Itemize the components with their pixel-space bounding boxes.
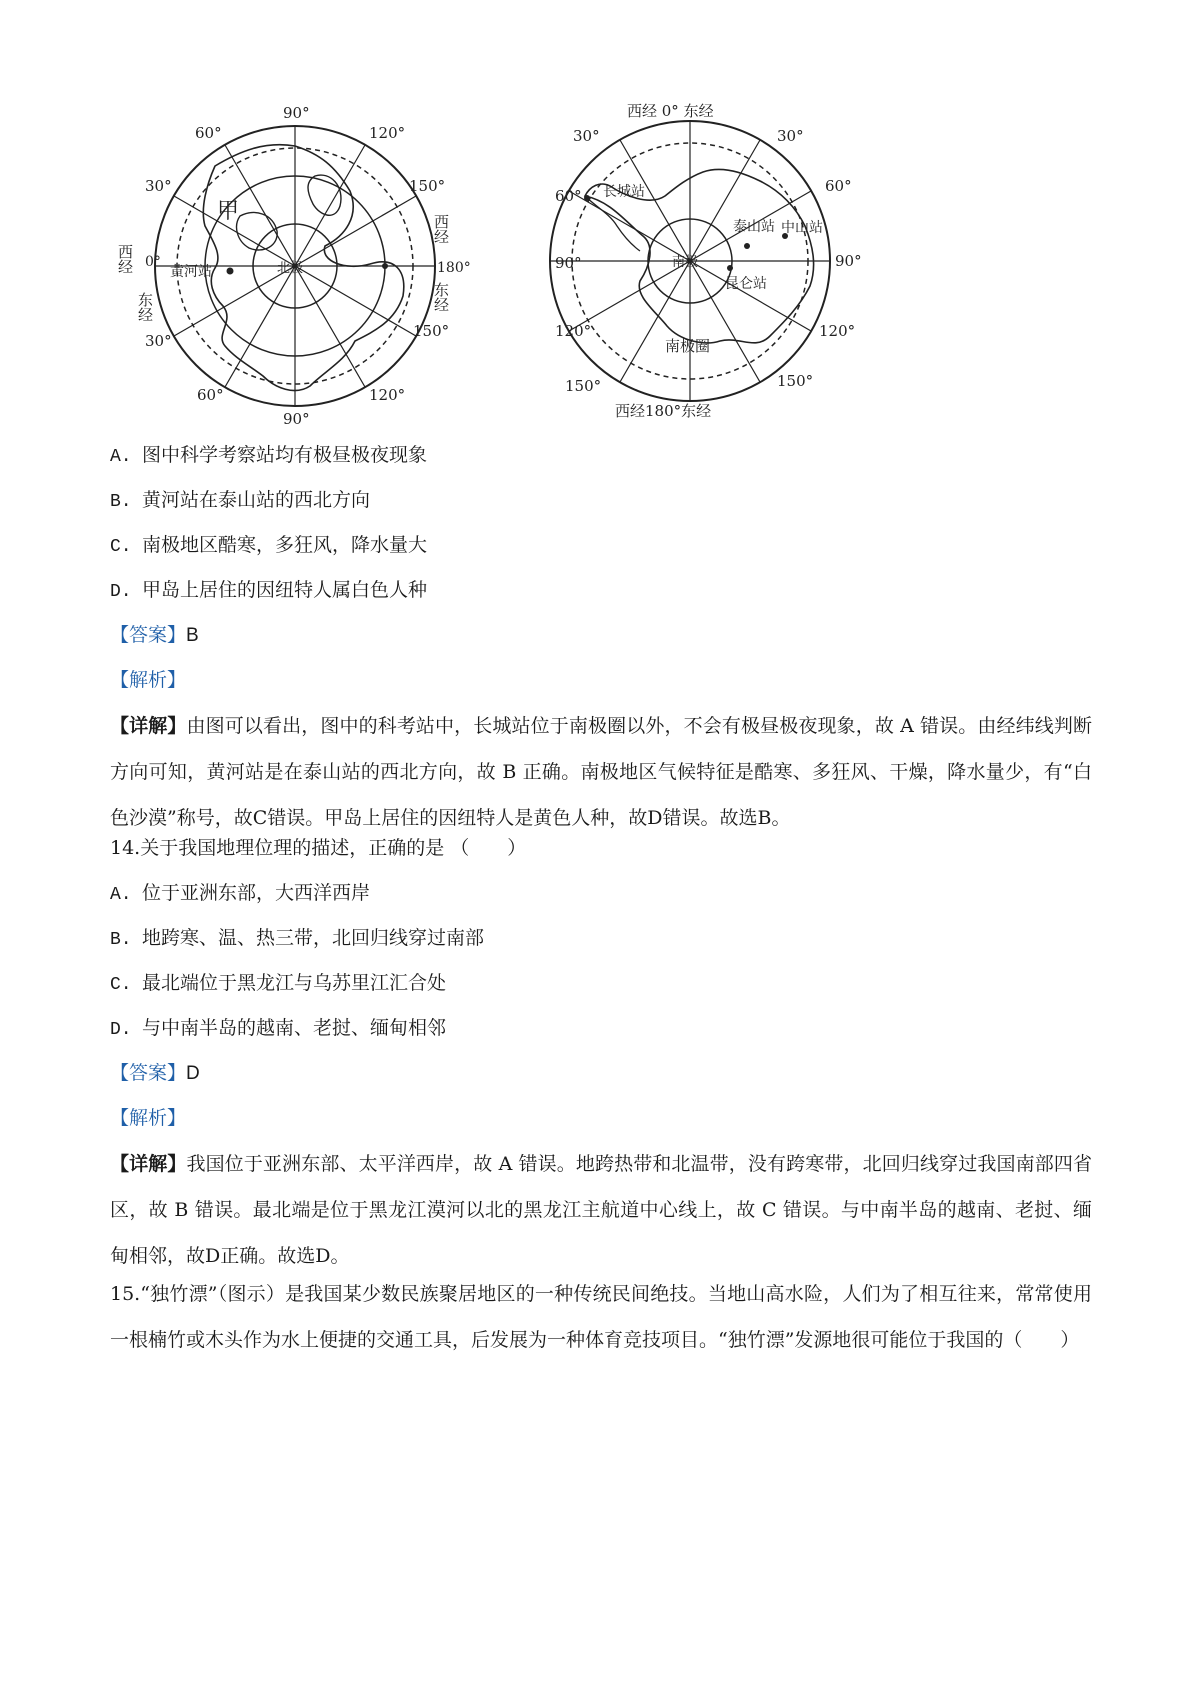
detail-tag: 【详解】 [110, 1153, 187, 1175]
q13-option-a [110, 440, 427, 472]
option-text: 地跨寒、温、热三带，北回归线穿过南部 [142, 927, 485, 949]
analysis-tag: 【解析】 [110, 1107, 187, 1129]
right-east-longitude-label: 东经 [432, 282, 450, 312]
q14-detail [110, 1141, 1092, 1279]
option-letter: C. [110, 537, 132, 557]
lon-label-30-top-left: 30° [145, 177, 172, 195]
detail-tag: 【详解】 [110, 715, 187, 737]
option-text: 南极地区酷寒，多狂风，降水量大 [142, 534, 428, 556]
lon-label-120-bottom-right: 120° [369, 386, 406, 404]
lon-label-90-bottom: 90° [283, 410, 310, 428]
option-letter: A. [110, 447, 132, 467]
lon-label-120-top-right: 120° [369, 124, 406, 142]
option-text: 与中南半岛的越南、老挝、缅甸相邻 [142, 1017, 447, 1039]
huanghe-station-dot [227, 268, 234, 275]
answer-tag: 【答案】 [110, 624, 187, 646]
right-west-longitude-label: 西经 [432, 214, 450, 244]
left-zero-longitude-label: 0° [145, 254, 161, 270]
lon-label-150-right: 150° [777, 372, 814, 390]
q14-analysis [110, 1103, 186, 1133]
q14-option-d [110, 1013, 446, 1045]
option-letter: D. [110, 582, 132, 602]
left-east-longitude-label: 东经 [136, 292, 154, 322]
taishan-station-dot [744, 243, 750, 249]
lon-label-150-top-right: 150° [409, 177, 446, 195]
answer-value: D [186, 1063, 200, 1084]
top-longitude-label: 西经 0° 东经 [627, 102, 714, 120]
detail-text: 我国位于亚洲东部、太平洋西岸，故 A 错误。地跨热带和北温带，没有跨寒带，北回归线穿过我国南部四省区，故 B 错误。最北端是位于黑龙江漠河以北的黑龙江主航道中心线上，故 C 错误。与中南半岛的越南、老挝、缅甸相邻，故D正确。故选D。 [110, 1153, 1092, 1267]
option-letter: D. [110, 1020, 132, 1040]
huanghe-station-label: 黄河站 [170, 264, 212, 280]
lon-label-30-left: 30° [573, 127, 600, 145]
q14-option-c [110, 968, 446, 1000]
answer-tag: 【答案】 [110, 1062, 187, 1084]
option-text: 位于亚洲东部，大西洋西岸 [142, 882, 371, 904]
antarctic-circle-label: 南极圈 [665, 337, 711, 355]
arctic-map [116, 96, 505, 466]
south-pole-label: 南极 [672, 255, 699, 270]
option-text: 图中科学考察站均有极昼极夜现象 [142, 444, 428, 466]
lon-label-90-right: 90° [835, 252, 862, 270]
lon-label-150-bottom-right: 150° [413, 322, 450, 340]
right-180-longitude-label: 180° [437, 260, 471, 276]
changcheng-station-dot [584, 195, 590, 201]
q14-stem: 14.关于我国地理位理的描述，正确的是 （ ） [110, 837, 527, 859]
option-text: 黄河站在泰山站的西北方向 [142, 489, 371, 511]
arctic-map-figure [116, 96, 505, 466]
q14-option-a [110, 878, 370, 910]
kunlun-station-label: 昆仑站 [725, 276, 767, 292]
lon-label-60-top-left: 60° [195, 124, 222, 142]
q13-analysis [110, 665, 186, 695]
island-jia-label: 甲 [217, 199, 240, 224]
antarctic-map-figure [555, 96, 915, 466]
taishan-station-label: 泰山站 [733, 219, 775, 235]
north-pole-label: 北极 [277, 261, 304, 276]
q14-option-b [110, 923, 484, 955]
lon-label-90-left: 90° [555, 254, 582, 272]
q13-option-b [110, 485, 370, 517]
option-letter: C. [110, 975, 132, 995]
lon-label-30-bottom-left: 30° [145, 332, 172, 350]
option-letter: A. [110, 885, 132, 905]
changcheng-station-label: 长城站 [603, 184, 645, 200]
option-text: 甲岛上居住的因纽特人属白色人种 [142, 579, 428, 601]
lon-label-90-top: 90° [283, 104, 310, 122]
left-west-longitude-label: 西经 [116, 244, 134, 274]
answer-value: B [186, 625, 199, 646]
arctic-marker-dot [382, 263, 388, 269]
option-letter: B. [110, 492, 132, 512]
lon-label-150-left: 150° [565, 377, 602, 395]
q13-detail [110, 703, 1092, 841]
option-text: 最北端位于黑龙江与乌苏里江汇合处 [142, 972, 447, 994]
lon-label-60-left: 60° [555, 187, 582, 205]
bottom-longitude-label: 西经180°东经 [615, 402, 712, 420]
q14-answer [110, 1058, 200, 1089]
lon-label-60-bottom-left: 60° [197, 386, 224, 404]
zhongshan-station-label: 中山站 [781, 220, 823, 236]
option-letter: B. [110, 930, 132, 950]
lon-label-60-right: 60° [825, 177, 852, 195]
q13-option-c [110, 530, 427, 562]
analysis-tag: 【解析】 [110, 669, 187, 691]
q13-option-d [110, 575, 427, 607]
lon-label-30-right: 30° [777, 127, 804, 145]
q15-stem: 15.“独竹漂”（图示）是我国某少数民族聚居地区的一种传统民间绝技。当地山高水险，人们为了相互往来，常常使用一根楠竹或木头作为水上便捷的交通工具，后发展为一种体育竞技项目。“独竹漂”发源地很可能位于我国的（ ） [110, 1283, 1092, 1351]
kunlun-station-dot [727, 265, 733, 271]
lon-label-120-right: 120° [819, 322, 856, 340]
antarctic-map [555, 96, 915, 466]
q13-answer [110, 620, 199, 651]
detail-text: 由图可以看出，图中的科考站中，长城站位于南极圈以外，不会有极昼极夜现象，故 A 错误。由经纬线判断方向可知，黄河站是在泰山站的西北方向，故 B 正确。南极地区气候特征是酷寒、多狂风、干燥，降水量少，有“白色沙漠”称号，故C错误。甲岛上居住的因纽特人是黄色人种，故D错误。故选B。 [110, 715, 1092, 829]
lon-label-120-left: 120° [555, 322, 592, 340]
